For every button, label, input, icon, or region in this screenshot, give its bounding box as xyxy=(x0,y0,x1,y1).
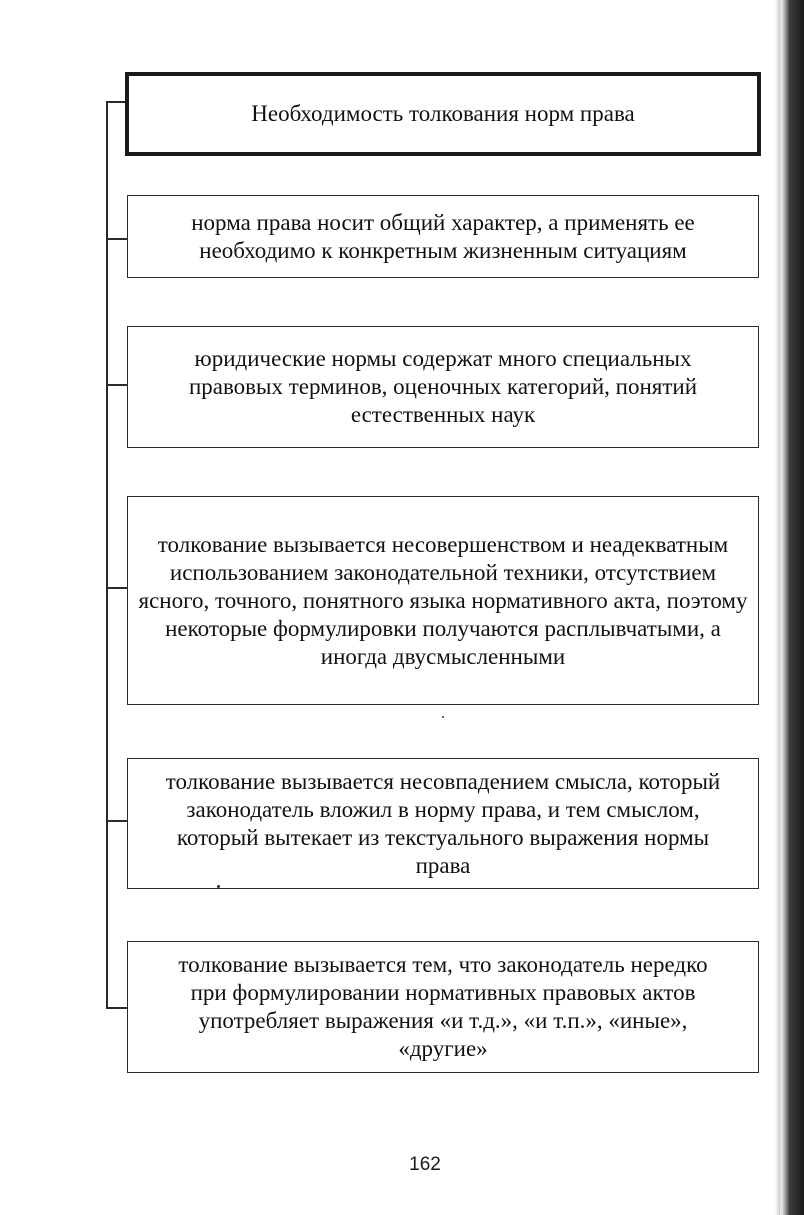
connector-tick-reason-5 xyxy=(106,1007,128,1009)
connector-tick-reason-3 xyxy=(106,587,128,589)
reason-box-2 xyxy=(127,326,759,448)
connector-tick-reason-2 xyxy=(106,384,128,386)
connector-tick-reason-4 xyxy=(106,820,128,822)
title-text: Необходимость толкования норм права xyxy=(251,101,635,126)
reason-box-5 xyxy=(127,941,759,1073)
page-binding-shadow xyxy=(775,0,780,1215)
reason-text-3: толкование вызывается несовершенством и неадекватным использованием законодательной техники, отсутствием ясного, точного, понятного языка нормативного акта, поэтому некоторые формулировки получаются расплывчатыми, а иногда двусмысленными xyxy=(138,531,748,669)
reason-box-3 xyxy=(127,496,759,705)
print-speck xyxy=(217,885,220,888)
reason-box-4 xyxy=(127,758,759,889)
page-number: 162 xyxy=(409,1154,441,1175)
reason-box-1 xyxy=(127,195,759,278)
reason-text-4: толкование вызывается несовпадением смысла, который законодатель вложил в норму права, и тем смыслом, который вытекает из текстуального выражения нормы права xyxy=(165,768,721,878)
print-speck xyxy=(442,716,444,718)
connector-tick-reason-1 xyxy=(106,238,128,240)
reason-text-1: норма права носит общий характер, а применять ее необходимо к конкретным жизненным ситуациям xyxy=(191,209,695,263)
page-binding-edge xyxy=(778,0,804,1215)
reason-text-5: толкование вызывается тем, что законодатель нередко при формулировании нормативных правовых актов употребляет выражения «и т.д.», «и т.п.», «иные», «другие» xyxy=(178,952,708,1061)
title-box xyxy=(125,72,761,156)
reason-text-2: юридические нормы содержат много специальных правовых терминов, оценочных категорий, понятий естественных наук xyxy=(188,346,698,427)
